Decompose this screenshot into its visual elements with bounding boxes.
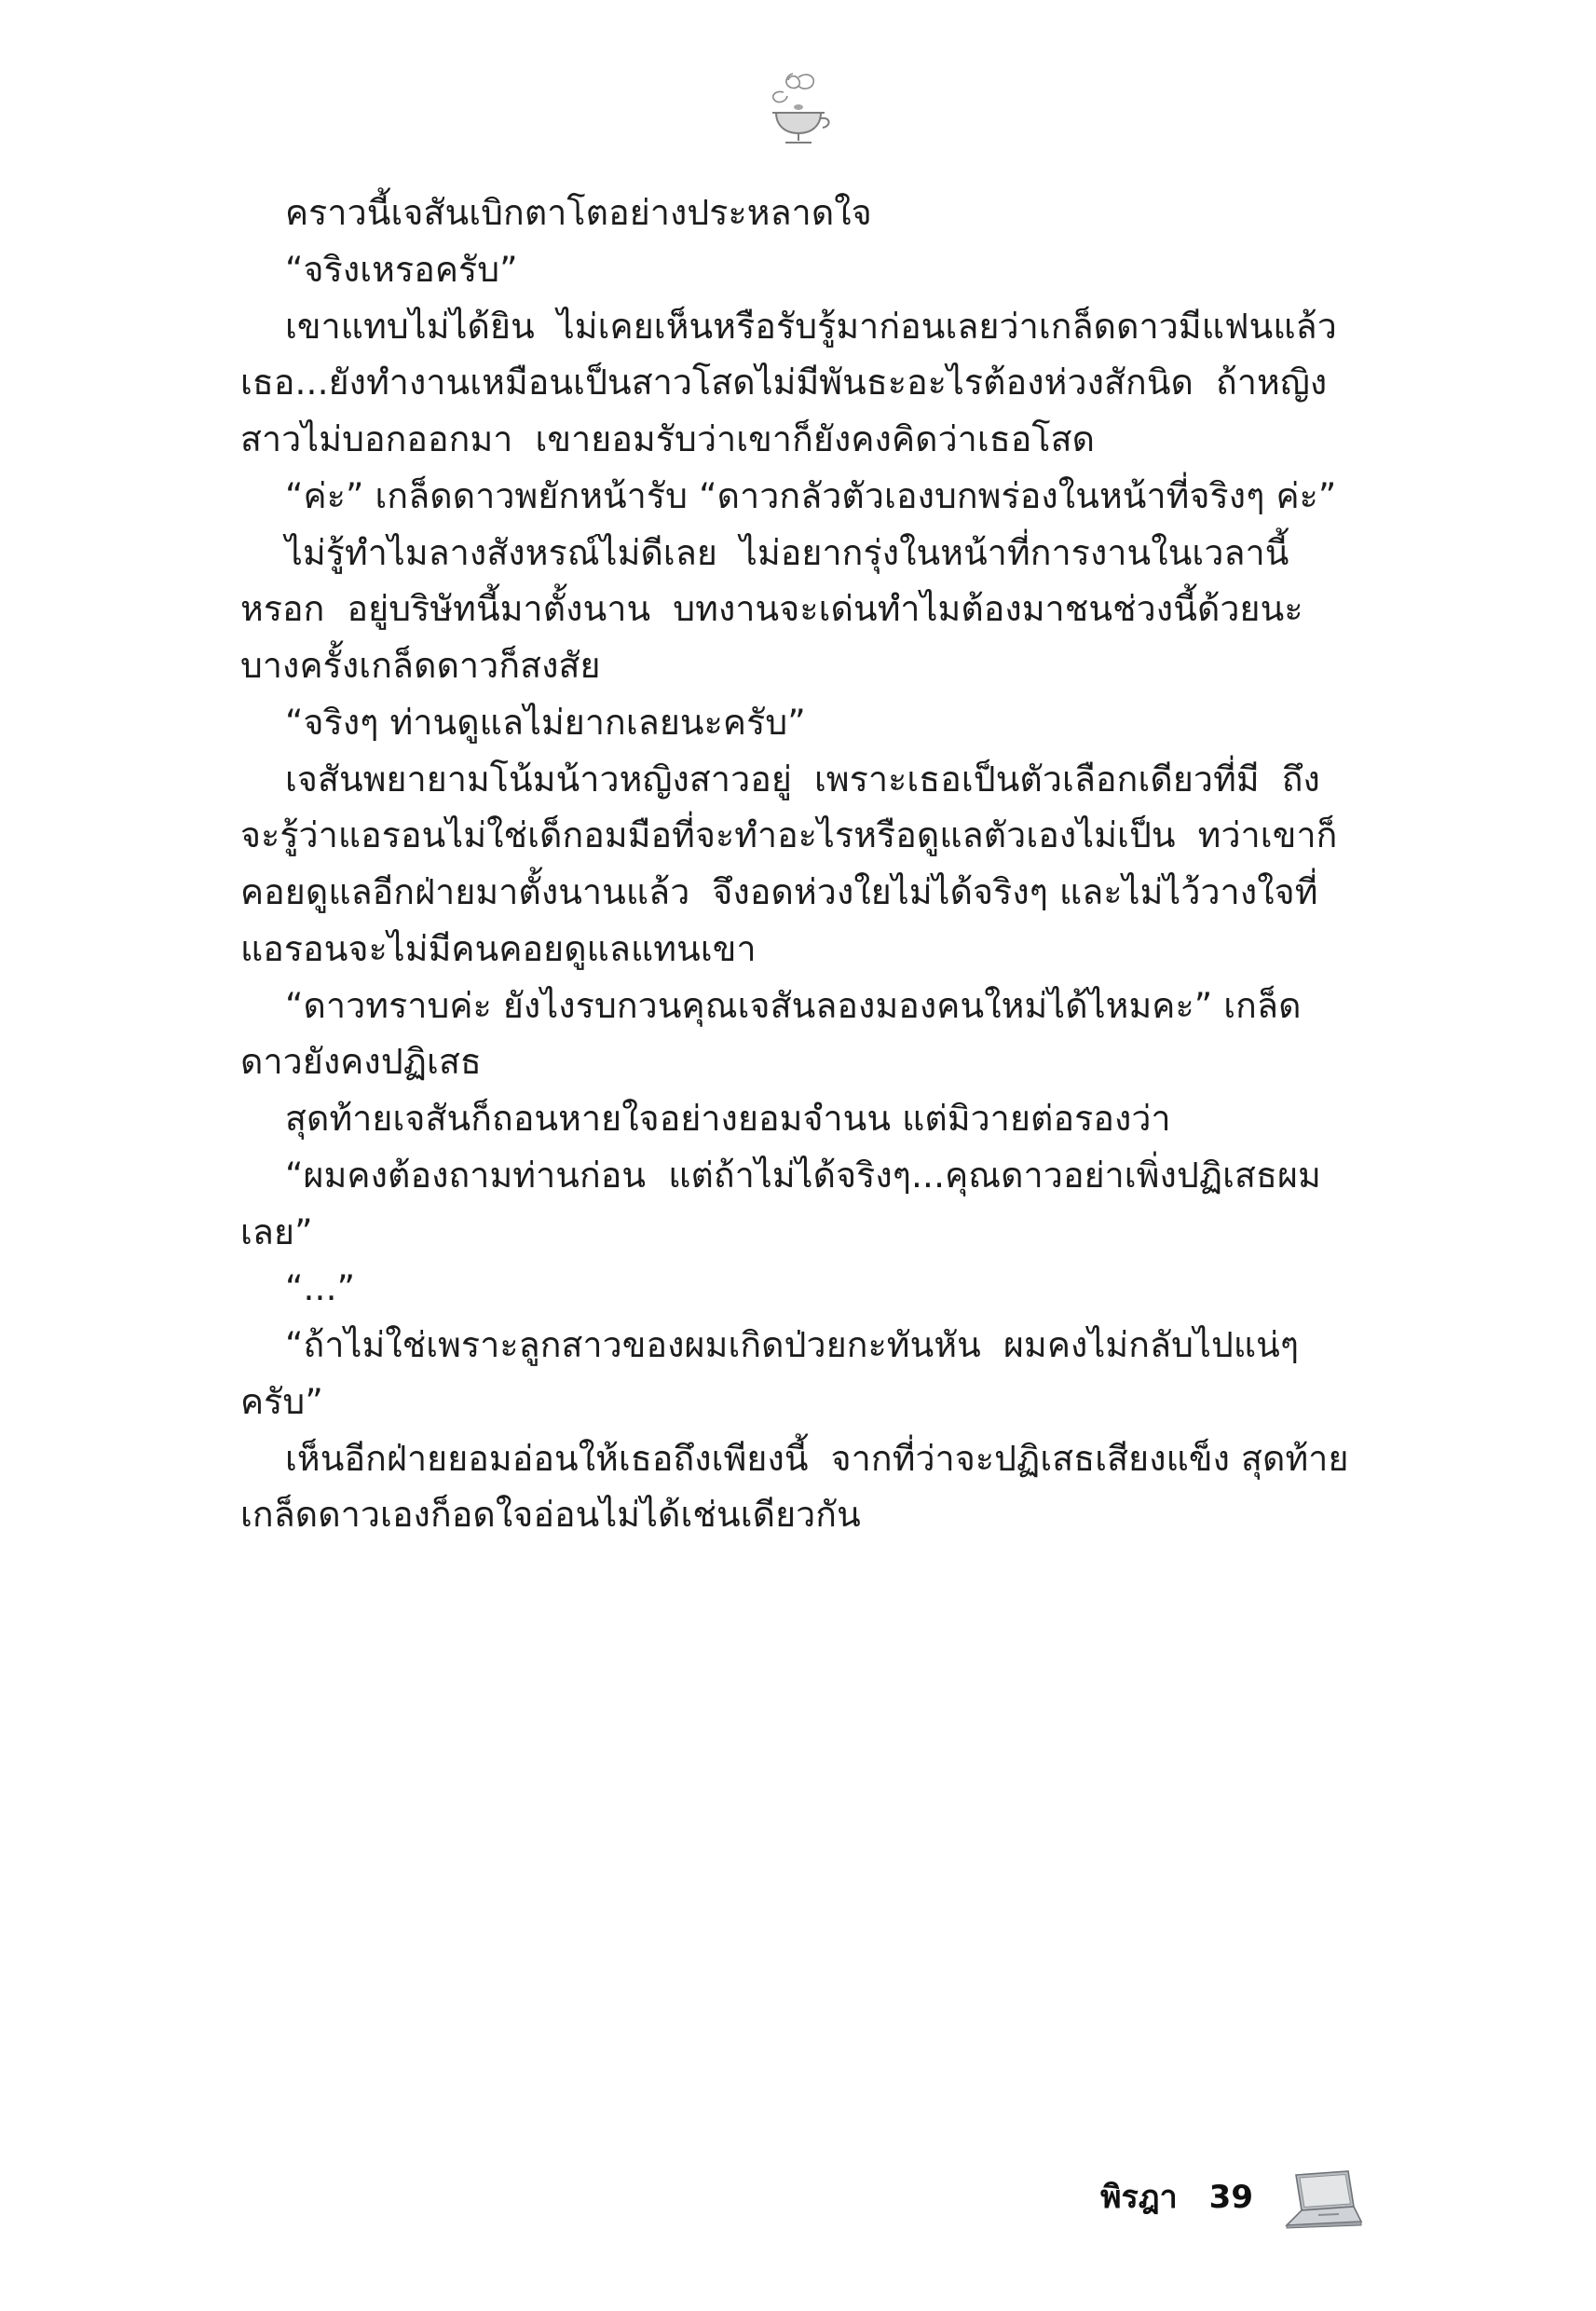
paragraph: “...” [285,1267,356,1309]
paragraph: คราวนี้เจสันเบิกตาโตอย่างประหลาดใจ [285,192,872,233]
page-footer [0,2154,1596,2229]
page-number: 39 [1208,2179,1253,2216]
footer-author: พิรฎา [1100,2179,1178,2216]
paragraph: สุดท้ายเจสันก็ถอนหายใจอย่างยอมจำนน แต่มิวายต่อรองว่า [285,1098,1171,1139]
paragraph: “จริงๆ ท่านดูแลไม่ยากเลยนะครับ” [285,701,806,743]
paragraph: “ดาวทราบค่ะ ยังไงรบกวนคุณเจสันลองมองคนใหม่ได้ไหมคะ” เกล็ดดาวยังคงปฏิเสธ [240,984,1302,1083]
decorative-flourish-icon [743,64,854,150]
paragraph: ไม่รู้ทำไมลางสังหรณ์ไม่ดีเลย ไม่อยากรุ่งในหน้าที่การงานในเวลานี้หรอก อยู่บริษัทนี้มาตั้งนาน บทงานจะเด่นทำไมต้องมาชนช่วงนี้ด้วยนะ บางครั้งเกล็ดดาวก็สงสัย [240,531,1315,686]
paragraph: เจสันพยายามโน้มน้าวหญิงสาวอยู่ เพราะเธอเป็นตัวเลือกเดียวที่มี ถึงจะรู้ว่าแอรอนไม่ใช่เด็กอมมือที่จะทำอะไรหรือดูแลตัวเองไม่เป็น ทว่าเขาก็คอยดูแลอีกฝ่ายมาตั้งนานแล้ว จึงอดห่วงใยไม่ได้จริงๆ และไม่ไว้วางใจที่แอรอนจะไม่มีคนคอยดูแลแทนเขา [240,758,1338,969]
laptop-icon [1277,2169,1363,2229]
paragraph: “ผมคงต้องถามท่านก่อน แต่ถ้าไม่ได้จริงๆ...คุณดาวอย่าเพิ่งปฏิเสธผมเลย” [240,1154,1321,1252]
paragraph: “ถ้าไม่ใช่เพราะลูกสาวของผมเกิดป่วยกะทันหัน ผมคงไม่กลับไปแน่ๆ ครับ” [240,1324,1311,1422]
paragraph: “จริงเหรอครับ” [285,248,518,290]
paragraph: เขาแทบไม่ได้ยิน ไม่เคยเห็นหรือรับรู้มาก่อนเลยว่าเกล็ดดาวมีแฟนแล้ว เธอ...ยังทำงานเหมือนเป็นสาวโสดไม่มีพันธะอะไรต้องห่วงสักนิด ถ้าหญิงสาวไม่บอกออกมา เขายอมรับว่าเขาก็ยังคงคิดว่าเธอโสด [240,305,1359,459]
body-text [240,185,1358,1543]
paragraph: เห็นอีกฝ่ายยอมอ่อนให้เธอถึงเพียงนี้ จากที่ว่าจะปฏิเสธเสียงแข็ง สุดท้ายเกล็ดดาวเองก็อดใจอ่อนไม่ได้เช่นเดียวกัน [240,1437,1349,1536]
paragraph: “ค่ะ” เกล็ดดาวพยักหน้ารับ “ดาวกลัวตัวเองบกพร่องในหน้าที่จริงๆ ค่ะ” [285,474,1337,516]
header-ornament [0,56,1596,158]
